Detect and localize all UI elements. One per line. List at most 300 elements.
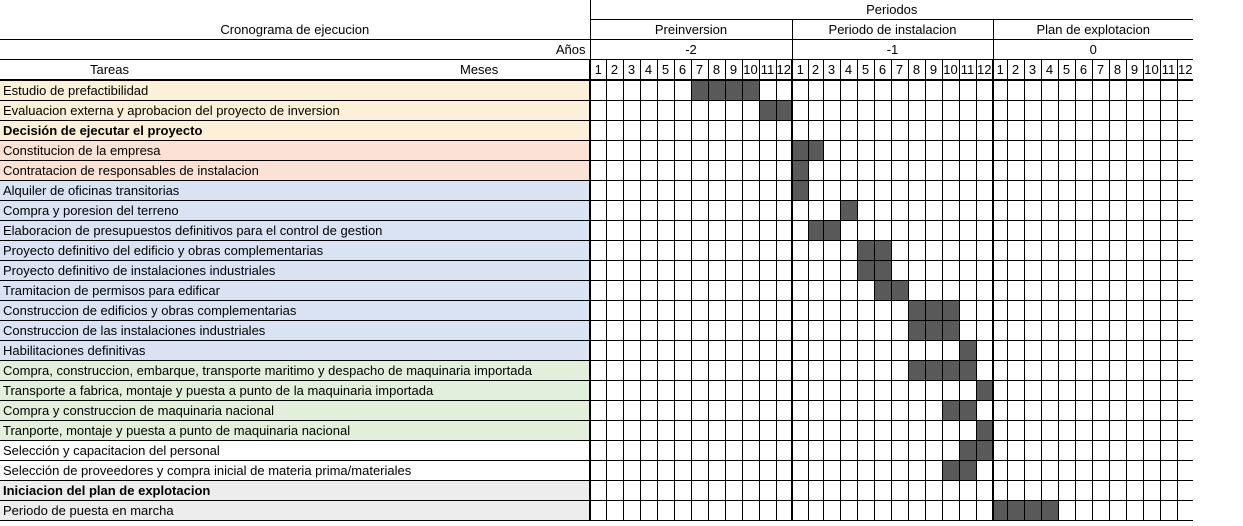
gantt-bar-cell [874, 261, 891, 281]
gantt-cell [1024, 361, 1041, 381]
gantt-cell [606, 501, 623, 521]
gantt-cell [792, 281, 808, 301]
gantt-cell [590, 221, 606, 241]
gantt-cell [1075, 141, 1092, 161]
gantt-cell [808, 261, 823, 281]
gantt-cell [1126, 121, 1143, 141]
gantt-cell [623, 241, 640, 261]
gantt-cell [959, 80, 976, 101]
gantt-cell [759, 461, 776, 481]
gantt-bar-cell [959, 341, 976, 361]
month-number: 2 [808, 60, 823, 81]
gantt-cell [657, 281, 674, 301]
gantt-cell [1058, 101, 1075, 121]
gantt-cell [1092, 101, 1109, 121]
gantt-cell [976, 221, 993, 241]
gantt-cell [1041, 121, 1058, 141]
gantt-cell [623, 481, 640, 501]
gantt-cell [840, 421, 857, 441]
task-row [0, 181, 1193, 201]
gantt-cell [823, 201, 840, 221]
gantt-cell [674, 161, 691, 181]
gantt-cell [623, 321, 640, 341]
header-row-months [0, 60, 1193, 81]
gantt-cell [993, 361, 1007, 381]
gantt-cell [1177, 481, 1193, 501]
gantt-cell [1024, 421, 1041, 441]
gantt-cell [657, 241, 674, 261]
gantt-cell [590, 181, 606, 201]
month-number: 12 [976, 60, 993, 81]
gantt-cell [759, 381, 776, 401]
gantt-cell [1007, 361, 1024, 381]
gantt-cell [759, 121, 776, 141]
gantt-cell [708, 461, 725, 481]
gantt-cell [640, 461, 657, 481]
gantt-cell [657, 141, 674, 161]
gantt-cell [874, 321, 891, 341]
gantt-cell [1143, 221, 1160, 241]
gantt-cell [1109, 461, 1126, 481]
gantt-cell [1058, 241, 1075, 261]
gantt-cell [1160, 80, 1177, 101]
gantt-cell [908, 221, 925, 241]
gantt-cell [640, 201, 657, 221]
gantt-cell [925, 181, 942, 201]
gantt-cell [1109, 341, 1126, 361]
period-name: Periodo de instalacion [792, 20, 993, 40]
gantt-cell [1058, 481, 1075, 501]
gantt-cell [606, 241, 623, 261]
gantt-cell [725, 221, 742, 241]
gantt-cell [1041, 101, 1058, 121]
gantt-cell [1075, 401, 1092, 421]
gantt-cell [792, 481, 808, 501]
gantt-cell [1024, 221, 1041, 241]
gantt-cell [606, 321, 623, 341]
gantt-cell [606, 341, 623, 361]
gantt-cell [808, 101, 823, 121]
gantt-cell [959, 301, 976, 321]
gantt-cell [1160, 181, 1177, 201]
gantt-cell [606, 80, 623, 101]
gantt-cell [925, 421, 942, 441]
task-row [0, 80, 1193, 101]
gantt-cell [759, 481, 776, 501]
gantt-cell [657, 261, 674, 281]
gantt-cell [942, 101, 959, 121]
gantt-cell [823, 361, 840, 381]
gantt-cell [976, 241, 993, 261]
gantt-cell [1109, 201, 1126, 221]
gantt-cell [1160, 481, 1177, 501]
gantt-cell [959, 281, 976, 301]
gantt-cell [708, 101, 725, 121]
task-row [0, 141, 1193, 161]
gantt-cell [1126, 301, 1143, 321]
gantt-cell [776, 301, 792, 321]
gantt-cell [1143, 281, 1160, 301]
month-number: 11 [759, 60, 776, 81]
gantt-cell [1143, 461, 1160, 481]
task-label: Compra y poresion del terreno [0, 201, 590, 221]
gantt-cell [925, 461, 942, 481]
gantt-cell [1143, 161, 1160, 181]
gantt-cell [976, 361, 993, 381]
gantt-cell [891, 361, 908, 381]
gantt-cell [1092, 461, 1109, 481]
gantt-cell [1075, 461, 1092, 481]
gantt-cell [606, 221, 623, 241]
gantt-cell [725, 261, 742, 281]
gantt-cell [1092, 501, 1109, 521]
gantt-cell [623, 381, 640, 401]
gantt-cell [1024, 301, 1041, 321]
gantt-bar-cell [925, 321, 942, 341]
gantt-bar-cell [792, 181, 808, 201]
gantt-cell [657, 441, 674, 461]
gantt-cell [640, 181, 657, 201]
gantt-cell [792, 441, 808, 461]
gantt-cell [657, 381, 674, 401]
gantt-cell [1075, 481, 1092, 501]
gantt-cell [725, 201, 742, 221]
gantt-cell [590, 261, 606, 281]
gantt-cell [623, 421, 640, 441]
gantt-cell [725, 341, 742, 361]
gantt-cell [891, 401, 908, 421]
gantt-cell [891, 341, 908, 361]
gantt-cell [823, 341, 840, 361]
gantt-cell [674, 361, 691, 381]
month-number: 4 [640, 60, 657, 81]
gantt-cell [976, 301, 993, 321]
gantt-cell [674, 381, 691, 401]
gantt-cell [1177, 281, 1193, 301]
gantt-cell [891, 141, 908, 161]
gantt-cell [623, 441, 640, 461]
gantt-cell [891, 481, 908, 501]
gantt-cell [657, 121, 674, 141]
gantt-cell [708, 261, 725, 281]
gantt-cell [1092, 301, 1109, 321]
gantt-cell [1007, 401, 1024, 421]
gantt-cell [674, 501, 691, 521]
task-label: Selección de proveedores y compra inicial de materia prima/materiales [0, 461, 590, 481]
task-row [0, 321, 1193, 341]
gantt-cell [1109, 221, 1126, 241]
gantt-cell [674, 401, 691, 421]
gantt-cell [606, 421, 623, 441]
gantt-cell [623, 201, 640, 221]
gantt-cell [1109, 401, 1126, 421]
gantt-cell [993, 341, 1007, 361]
gantt-cell [606, 261, 623, 281]
gantt-cell [657, 321, 674, 341]
month-number: 7 [691, 60, 708, 81]
month-number: 1 [993, 60, 1007, 81]
gantt-cell [776, 121, 792, 141]
month-number: 4 [840, 60, 857, 81]
gantt-cell [1160, 161, 1177, 181]
gantt-cell [908, 341, 925, 361]
gantt-cell [1177, 161, 1193, 181]
gantt-cell [840, 221, 857, 241]
gantt-bar-cell [857, 241, 874, 261]
gantt-cell [1109, 80, 1126, 101]
gantt-cell [808, 461, 823, 481]
gantt-cell [925, 401, 942, 421]
gantt-cell [742, 121, 759, 141]
gantt-cell [874, 101, 891, 121]
gantt-cell [1109, 501, 1126, 521]
gantt-cell [1126, 441, 1143, 461]
gantt-cell [792, 461, 808, 481]
gantt-cell [1109, 261, 1126, 281]
gantt-cell [1024, 461, 1041, 481]
gantt-cell [691, 201, 708, 221]
month-number: 8 [1109, 60, 1126, 81]
gantt-cell [993, 381, 1007, 401]
gantt-cell [691, 501, 708, 521]
task-row [0, 401, 1193, 421]
gantt-cell [1041, 181, 1058, 201]
month-number: 1 [792, 60, 808, 81]
gantt-cell [942, 80, 959, 101]
gantt-cell [1024, 481, 1041, 501]
gantt-cell [808, 481, 823, 501]
gantt-cell [691, 261, 708, 281]
gantt-cell [1177, 321, 1193, 341]
gantt-cell [759, 501, 776, 521]
gantt-cell [1109, 321, 1126, 341]
gantt-cell [857, 181, 874, 201]
task-label: Iniciacion del plan de explotacion [0, 481, 590, 501]
gantt-cell [590, 281, 606, 301]
gantt-cell [1007, 241, 1024, 261]
gantt-cell [1143, 201, 1160, 221]
gantt-cell [823, 141, 840, 161]
gantt-cell [993, 181, 1007, 201]
gantt-cell [623, 501, 640, 521]
gantt-cell [857, 381, 874, 401]
gantt-cell [691, 481, 708, 501]
gantt-cell [1160, 441, 1177, 461]
gantt-cell [776, 281, 792, 301]
gantt-bar-cell [691, 80, 708, 101]
task-label: Tranporte, montaje y puesta a punto de maquinaria nacional [0, 421, 590, 441]
gantt-cell [908, 421, 925, 441]
gantt-cell [708, 141, 725, 161]
task-label: Proyecto definitivo del edificio y obras complementarias [0, 241, 590, 261]
gantt-cell [1075, 201, 1092, 221]
gantt-cell [742, 301, 759, 321]
gantt-cell [1126, 321, 1143, 341]
month-number: 7 [1092, 60, 1109, 81]
gantt-cell [1143, 481, 1160, 501]
period-year: -2 [590, 40, 792, 60]
gantt-cell [776, 321, 792, 341]
gantt-cell [959, 321, 976, 341]
gantt-cell [691, 421, 708, 441]
gantt-cell [1007, 221, 1024, 241]
task-row [0, 161, 1193, 181]
gantt-cell [776, 421, 792, 441]
gantt-cell [976, 161, 993, 181]
gantt-cell [823, 381, 840, 401]
gantt-cell [1177, 361, 1193, 381]
gantt-bar-cell [742, 80, 759, 101]
gantt-cell [1024, 80, 1041, 101]
gantt-cell [840, 461, 857, 481]
task-label: Contratacion de responsables de instalacion [0, 161, 590, 181]
gantt-cell [1007, 101, 1024, 121]
gantt-cell [759, 441, 776, 461]
gantt-cell [874, 421, 891, 441]
gantt-cell [840, 241, 857, 261]
gantt-cell [1177, 461, 1193, 481]
gantt-cell [1092, 481, 1109, 501]
gantt-cell [823, 441, 840, 461]
gantt-cell [908, 121, 925, 141]
gantt-cell [657, 201, 674, 221]
gantt-cell [823, 461, 840, 481]
gantt-cell [1092, 241, 1109, 261]
gantt-cell [674, 461, 691, 481]
gantt-cell [808, 121, 823, 141]
gantt-cell [1007, 341, 1024, 361]
gantt-cell [606, 181, 623, 201]
gantt-cell [823, 401, 840, 421]
gantt-cell [1058, 461, 1075, 481]
gantt-cell [976, 121, 993, 141]
gantt-bar-cell [891, 281, 908, 301]
gantt-cell [759, 401, 776, 421]
gantt-cell [1109, 301, 1126, 321]
gantt-cell [708, 421, 725, 441]
gantt-cell [674, 301, 691, 321]
gantt-cell [640, 321, 657, 341]
gantt-cell [891, 461, 908, 481]
gantt-cell [590, 201, 606, 221]
gantt-cell [1126, 241, 1143, 261]
gantt-cell [874, 201, 891, 221]
task-label: Compra, construccion, embarque, transporte maritimo y despacho de maquinaria importada [0, 361, 590, 381]
gantt-cell [1041, 161, 1058, 181]
gantt-cell [840, 161, 857, 181]
gantt-cell [606, 121, 623, 141]
gantt-cell [1160, 421, 1177, 441]
gantt-cell [674, 201, 691, 221]
gantt-cell [959, 121, 976, 141]
gantt-bar-cell [808, 221, 823, 241]
gantt-cell [993, 261, 1007, 281]
gantt-cell [976, 401, 993, 421]
gantt-cell [708, 221, 725, 241]
month-number: 8 [908, 60, 925, 81]
gantt-cell [1177, 261, 1193, 281]
gantt-cell [1160, 361, 1177, 381]
gantt-cell [1024, 261, 1041, 281]
gantt-cell [1007, 381, 1024, 401]
month-number: 8 [708, 60, 725, 81]
gantt-cell [874, 501, 891, 521]
gantt-cell [857, 301, 874, 321]
gantt-cell [1075, 241, 1092, 261]
month-number: 5 [657, 60, 674, 81]
gantt-cell [590, 421, 606, 441]
gantt-cell [691, 181, 708, 201]
task-row [0, 221, 1193, 241]
gantt-cell [925, 221, 942, 241]
gantt-cell [725, 401, 742, 421]
gantt-bar-cell [874, 281, 891, 301]
gantt-cell [808, 501, 823, 521]
gantt-cell [891, 101, 908, 121]
gantt-cell [742, 461, 759, 481]
gantt-cell [1075, 501, 1092, 521]
gantt-cell [708, 281, 725, 301]
gantt-cell [1092, 381, 1109, 401]
gantt-cell [691, 121, 708, 141]
gantt-cell [606, 301, 623, 321]
gantt-cell [1007, 461, 1024, 481]
gantt-cell [925, 501, 942, 521]
header-row-anos [0, 40, 1193, 60]
gantt-cell [1075, 321, 1092, 341]
header-row-periodos [0, 0, 1193, 20]
gantt-cell [857, 481, 874, 501]
gantt-cell [776, 381, 792, 401]
gantt-cell [808, 361, 823, 381]
gantt-cell [1041, 441, 1058, 461]
gantt-cell [674, 281, 691, 301]
gantt-cell [840, 321, 857, 341]
gantt-cell [976, 461, 993, 481]
gantt-cell [1058, 361, 1075, 381]
gantt-cell [792, 201, 808, 221]
gantt-cell [1109, 421, 1126, 441]
month-number: 9 [925, 60, 942, 81]
gantt-cell [1058, 501, 1075, 521]
gantt-cell [891, 241, 908, 261]
gantt-cell [993, 221, 1007, 241]
gantt-cell [1092, 401, 1109, 421]
page-title: Cronograma de ejecucion [0, 20, 590, 40]
gantt-cell [908, 281, 925, 301]
gantt-cell [1177, 301, 1193, 321]
gantt-cell [942, 381, 959, 401]
gantt-cell [1041, 461, 1058, 481]
gantt-cell [606, 201, 623, 221]
task-label: Construccion de edificios y obras complementarias [0, 301, 590, 321]
task-row [0, 261, 1193, 281]
gantt-cell [1007, 281, 1024, 301]
gantt-cell [942, 481, 959, 501]
gantt-cell [874, 121, 891, 141]
month-number: 10 [942, 60, 959, 81]
gantt-cell [1160, 381, 1177, 401]
gantt-cell [708, 361, 725, 381]
gantt-cell [840, 261, 857, 281]
gantt-cell [1092, 281, 1109, 301]
gantt-cell [590, 101, 606, 121]
gantt-cell [1024, 321, 1041, 341]
gantt-cell [776, 481, 792, 501]
gantt-cell [857, 441, 874, 461]
gantt-cell [708, 381, 725, 401]
gantt-cell [1041, 421, 1058, 441]
